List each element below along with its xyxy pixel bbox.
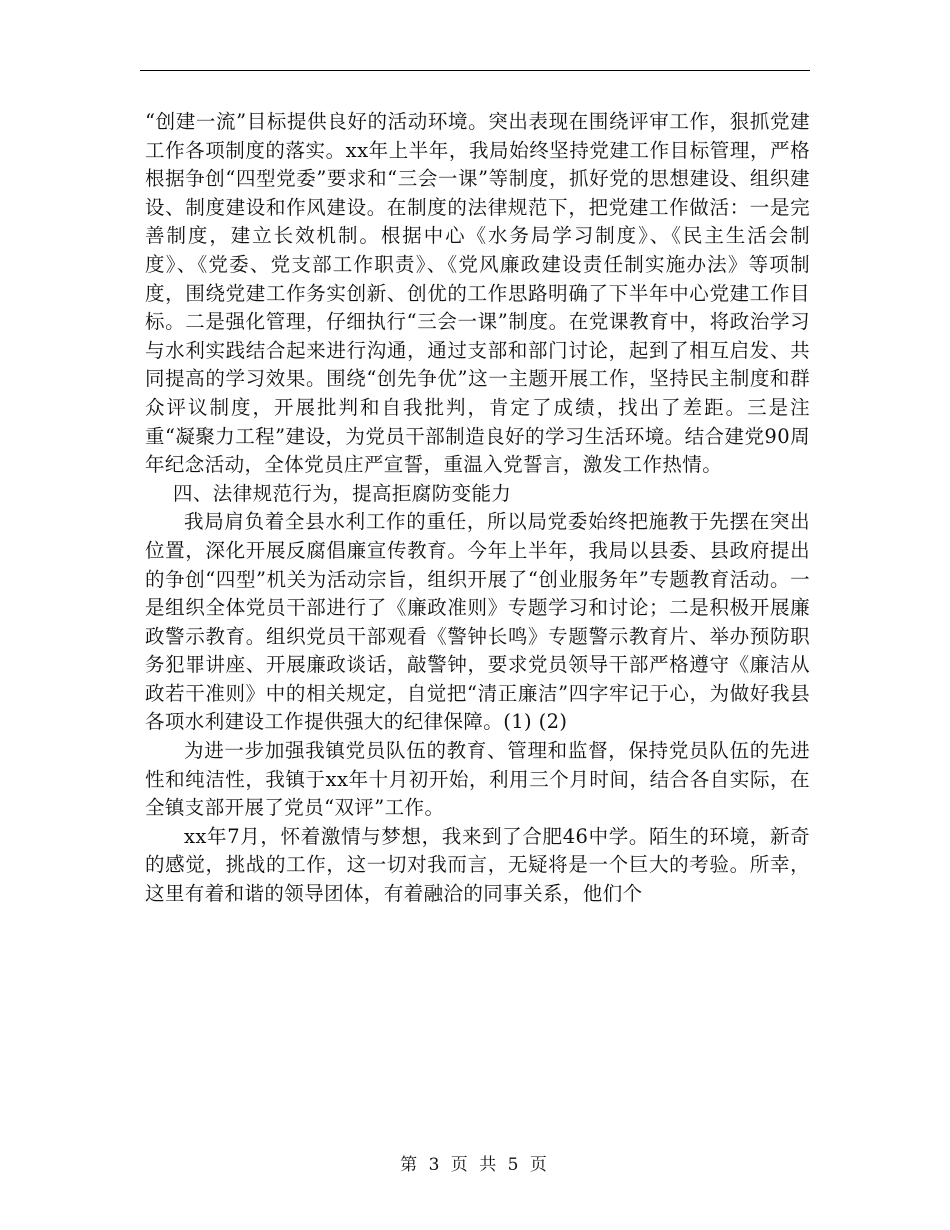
paragraph-1: “创建一流”目标提供良好的活动环境。突出表现在围绕评审工作，狠抓党建工作各项制度的落实。xx年上半年，我局始终坚持党建工作目标管理，严格根据争创“四型党委”要求和“三会一课”等制度，抓好党的思想建设、组织建设、制度建设和作风建设。在制度的法律规范下，把党建工作做活：一是完善制度，建立长效机制。根据中心《水务局学习制度》、《民主生活会制度》、《党委、党支部工作职责》、《党风廉政建设责任制实施办法》等项制度，围绕党建工作务实创新、创优的工作思路明确了下半年中心党建工作目标。二是强化管理，仔细执行“三会一课”制度。在党课教育中，将政治学习与水利实践结合起来进行沟通，通过支部和部门讨论，起到了相互启发、共同提高的学习效果。围绕“创先争优”这一主题开展工作，坚持民主制度和群众评议制度，开展批判和自我批判，肯定了成绩，找出了差距。三是注重“凝聚力工程”建设，为党员干部制造良好的学习生活环境。结合建党90周年纪念活动，全体党员庄严宣誓，重温入党誓言，激发工作热情。 <box>145 110 810 477</box>
document-body <box>145 108 810 909</box>
paragraph-4: xx年7月，怀着激情与梦想，我来到了合肥46中学。陌生的环境，新奇的感觉，挑战的工作，这一切对我而言，无疑将是一个巨大的考验。所幸，这里有着和谐的领导团体，有着融洽的同事关系，他们个 <box>145 824 810 906</box>
page-number-footer: 第 3 页 共 5 页 <box>400 1155 550 1175</box>
paragraph-2: 我局肩负着全县水利工作的重任，所以局党委始终把施教于先摆在突出位置，深化开展反腐倡廉宣传教育。今年上半年，我局以县委、县政府提出的争创“四型”机关为活动宗旨，组织开展了“创业服务年”专题教育活动。一是组织全体党员干部进行了《廉政准则》专题学习和讨论；二是积极开展廉政警示教育。组织党员干部观看《警钟长鸣》专题警示教育片、举办预防职务犯罪讲座、开展廉政谈话，敲警钟，要求党员领导干部严格遵守《廉洁从政若干准则》中的相关规定，自觉把“清正廉洁”四字牢记于心，为做好我县各项水利建设工作提供强大的纪律保障。(1) (2) <box>145 510 810 734</box>
section-heading-4: 四、法律规范行为，提高拒腐防变能力 <box>173 481 512 505</box>
paragraph-3: 为进一步加强我镇党员队伍的教育、管理和监督，保持党员队伍的先进性和纯洁性，我镇于xx年十月初开始，利用三个月时间，结合各自实际，在全镇支部开展了党员“双评”工作。 <box>145 739 810 820</box>
header-rule <box>140 70 810 71</box>
